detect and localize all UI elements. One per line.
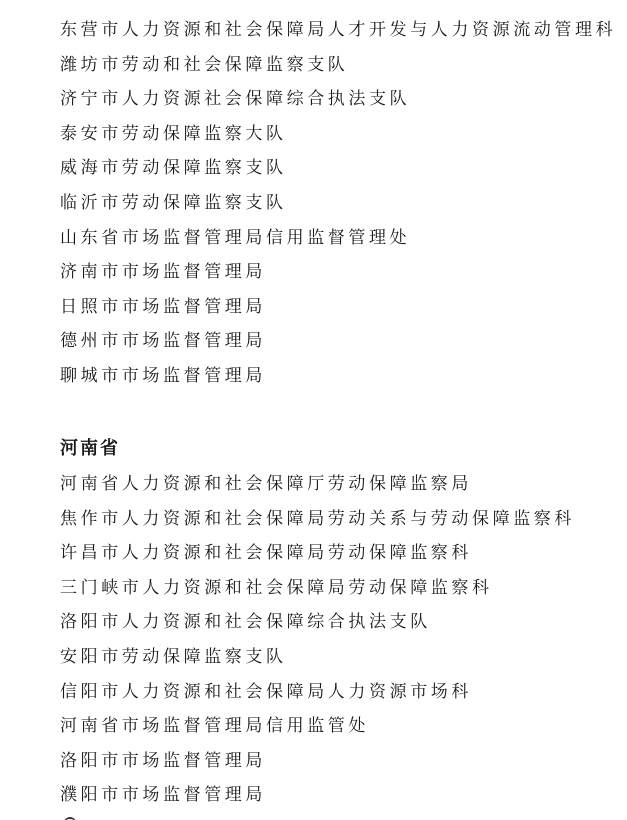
- list-item: 三门峡市人力资源和社会保障局劳动保障监察科: [60, 577, 493, 598]
- cut-off-text-fragment: [60, 810, 82, 820]
- list-item: 许昌市人力资源和社会保障局劳动保障监察科: [60, 543, 472, 564]
- list-item: 洛阳市人力资源和社会保障综合执法支队: [60, 612, 431, 633]
- list-item: 河南省人力资源和社会保障厅劳动保障监察局: [60, 474, 472, 494]
- list-item: 泰安市劳动保障监察大队: [60, 123, 287, 144]
- list-item: 河南省市场监督管理局信用监管处: [60, 716, 369, 737]
- list-item: 德州市市场监督管理局: [60, 331, 266, 352]
- list-item: 日照市市场监督管理局: [60, 296, 266, 317]
- list-item: 潍坊市劳动和社会保障监察支队: [60, 54, 349, 75]
- section-title-henan: 河南省: [60, 438, 120, 459]
- list-item: 洛阳市市场监督管理局: [60, 750, 266, 771]
- list-item: 临沂市劳动保障监察支队: [60, 192, 287, 213]
- agency-list-henan: [60, 467, 575, 813]
- list-item: 聊城市市场监督管理局: [60, 365, 266, 386]
- list-item: 东营市人力资源和社会保障局人才开发与人力资源流动管理科: [60, 20, 617, 40]
- list-item: 焦作市人力资源和社会保障局劳动关系与劳动保障监察科: [60, 508, 575, 529]
- list-item: 济南市市场监督管理局: [60, 262, 266, 283]
- list-item: 信阳市人力资源和社会保障局人力资源市场科: [60, 681, 472, 702]
- list-item: 济宁市人力资源社会保障综合执法支队: [60, 89, 411, 110]
- list-item: 山东省市场监督管理局信用监督管理处: [60, 227, 411, 248]
- agency-list-shandong: [60, 13, 616, 394]
- list-item: 威海市劳动保障监察支队: [60, 158, 287, 179]
- list-item: 安阳市劳动保障监察支队: [60, 646, 287, 667]
- list-item: 濮阳市市场监督管理局: [60, 785, 266, 806]
